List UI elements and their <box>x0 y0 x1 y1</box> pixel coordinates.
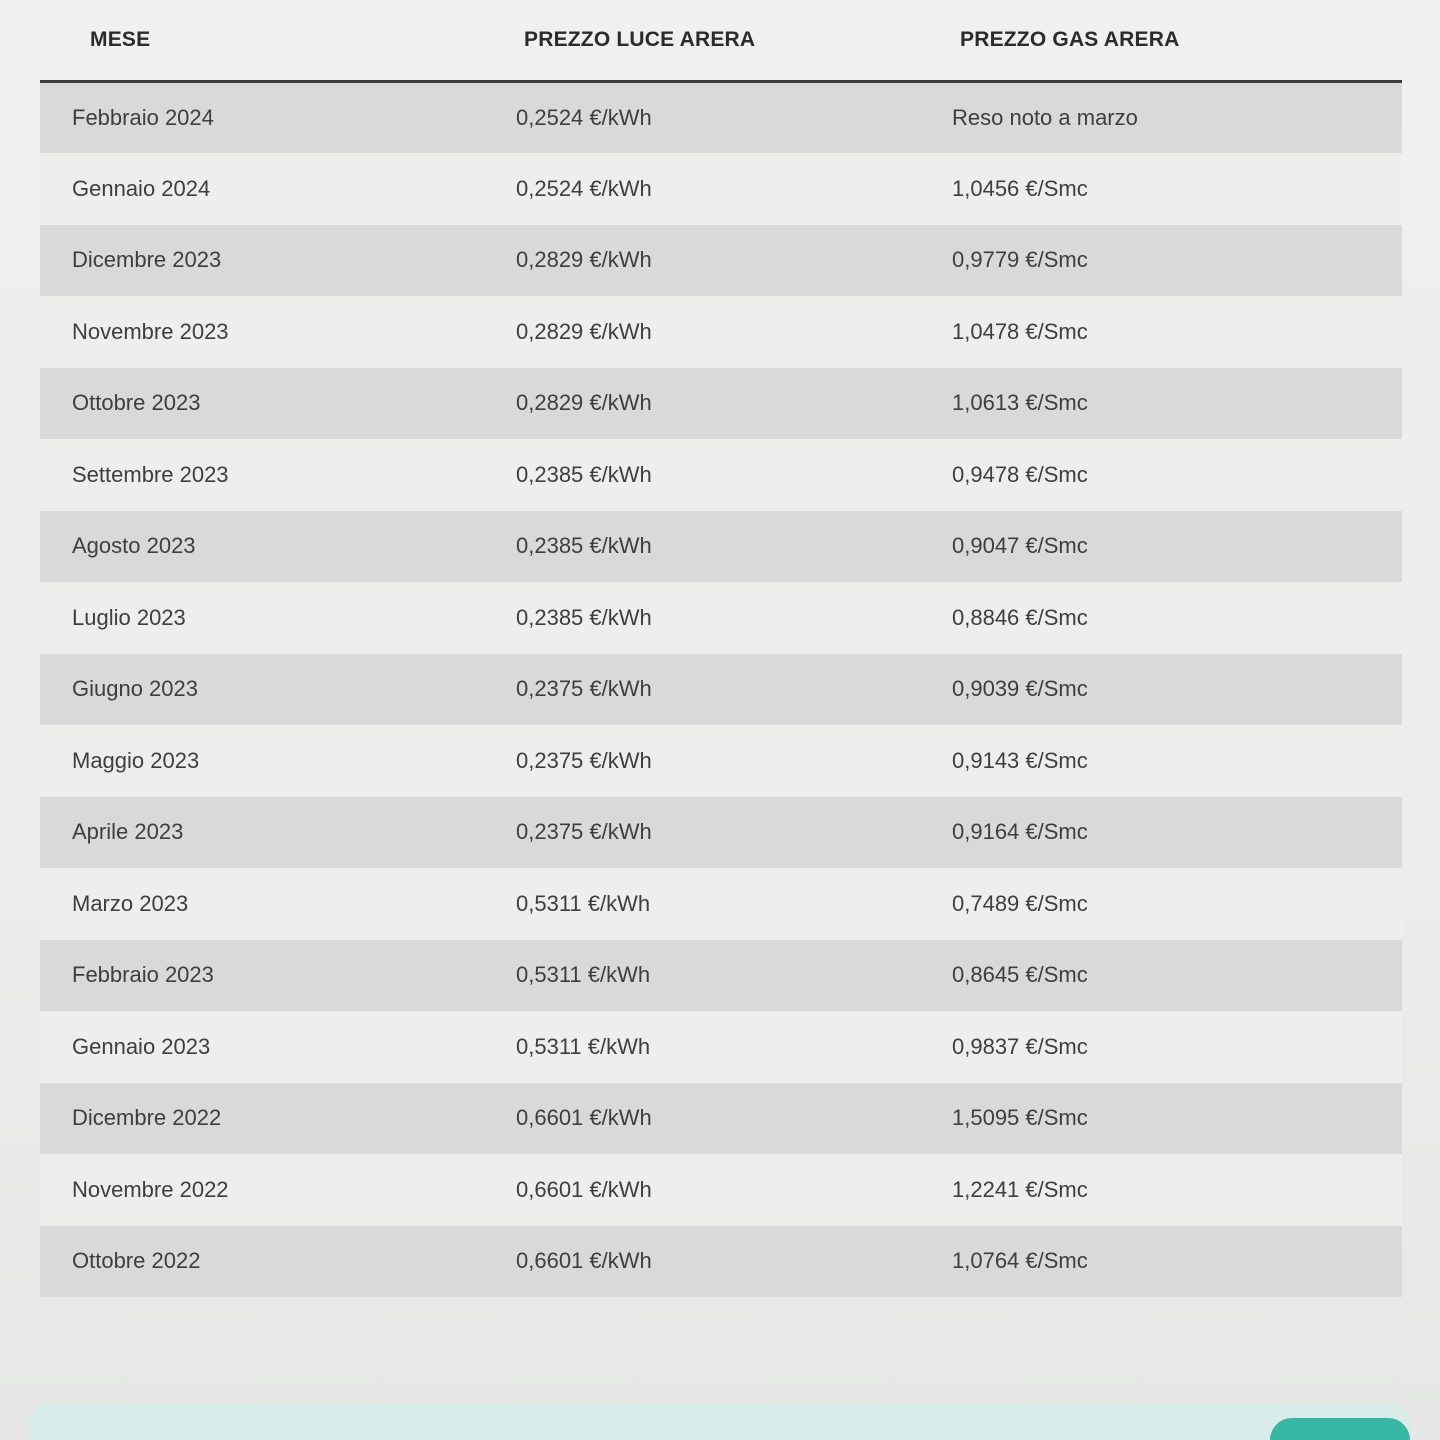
cell-electricity-price: 0,5311 €/kWh <box>512 1011 952 1083</box>
table-header <box>40 0 1402 82</box>
cell-month: Novembre 2022 <box>40 1154 512 1226</box>
cell-electricity-price: 0,2829 €/kWh <box>512 225 952 297</box>
table-body <box>40 82 1402 1298</box>
cell-electricity-price: 0,2385 €/kWh <box>512 439 952 511</box>
cell-gas-price: 0,9039 €/Smc <box>952 654 1402 726</box>
table-row <box>40 940 1402 1012</box>
price-table <box>40 0 1402 1297</box>
cell-gas-price: 0,8846 €/Smc <box>952 582 1402 654</box>
cell-gas-price: 0,7489 €/Smc <box>952 868 1402 940</box>
cell-gas-price: 1,0478 €/Smc <box>952 296 1402 368</box>
table-row <box>40 725 1402 797</box>
cell-electricity-price: 0,2375 €/kWh <box>512 797 952 869</box>
cell-electricity-price: 0,2829 €/kWh <box>512 368 952 440</box>
cell-gas-price: 0,9047 €/Smc <box>952 511 1402 583</box>
cell-electricity-price: 0,2829 €/kWh <box>512 296 952 368</box>
table-row <box>40 1011 1402 1083</box>
cell-month: Maggio 2023 <box>40 725 512 797</box>
cell-gas-price: 1,0456 €/Smc <box>952 153 1402 225</box>
cell-month: Novembre 2023 <box>40 296 512 368</box>
cell-gas-price: 1,2241 €/Smc <box>952 1154 1402 1226</box>
cell-month: Agosto 2023 <box>40 511 512 583</box>
cell-gas-price: 0,8645 €/Smc <box>952 940 1402 1012</box>
cell-month: Dicembre 2022 <box>40 1083 512 1155</box>
table-row <box>40 582 1402 654</box>
bottom-action-tab[interactable] <box>1270 1418 1410 1440</box>
cell-electricity-price: 0,2375 €/kWh <box>512 725 952 797</box>
cell-electricity-price: 0,2385 €/kWh <box>512 511 952 583</box>
cell-electricity-price: 0,2524 €/kWh <box>512 82 952 154</box>
cell-month: Aprile 2023 <box>40 797 512 869</box>
cell-month: Marzo 2023 <box>40 868 512 940</box>
price-table-container <box>40 0 1402 1297</box>
cell-gas-price: Reso noto a marzo <box>952 82 1402 154</box>
cell-gas-price: 0,9837 €/Smc <box>952 1011 1402 1083</box>
cell-month: Gennaio 2023 <box>40 1011 512 1083</box>
table-row <box>40 82 1402 154</box>
cell-month: Ottobre 2022 <box>40 1226 512 1298</box>
cell-month: Giugno 2023 <box>40 654 512 726</box>
cell-gas-price: 1,0764 €/Smc <box>952 1226 1402 1298</box>
table-row <box>40 511 1402 583</box>
table-row <box>40 225 1402 297</box>
header-row <box>40 0 1402 82</box>
cell-month: Gennaio 2024 <box>40 153 512 225</box>
cell-month: Ottobre 2023 <box>40 368 512 440</box>
header-month: MESE <box>40 0 512 82</box>
table-row <box>40 153 1402 225</box>
cell-month: Settembre 2023 <box>40 439 512 511</box>
table-row <box>40 654 1402 726</box>
table-row <box>40 797 1402 869</box>
cell-electricity-price: 0,6601 €/kWh <box>512 1226 952 1298</box>
table-row <box>40 296 1402 368</box>
cell-gas-price: 0,9478 €/Smc <box>952 439 1402 511</box>
cell-month: Febbraio 2023 <box>40 940 512 1012</box>
cell-month: Luglio 2023 <box>40 582 512 654</box>
table-row <box>40 439 1402 511</box>
cell-electricity-price: 0,2385 €/kWh <box>512 582 952 654</box>
cell-month: Febbraio 2024 <box>40 82 512 154</box>
table-row <box>40 1226 1402 1298</box>
table-row <box>40 1083 1402 1155</box>
cell-gas-price: 0,9143 €/Smc <box>952 725 1402 797</box>
cell-gas-price: 1,5095 €/Smc <box>952 1083 1402 1155</box>
header-electricity-price: PREZZO LUCE ARERA <box>512 0 952 82</box>
cell-electricity-price: 0,6601 €/kWh <box>512 1154 952 1226</box>
cell-gas-price: 0,9164 €/Smc <box>952 797 1402 869</box>
bottom-banner <box>30 1404 1410 1440</box>
cell-electricity-price: 0,2375 €/kWh <box>512 654 952 726</box>
cell-electricity-price: 0,2524 €/kWh <box>512 153 952 225</box>
cell-month: Dicembre 2023 <box>40 225 512 297</box>
table-row <box>40 1154 1402 1226</box>
cell-electricity-price: 0,5311 €/kWh <box>512 940 952 1012</box>
cell-electricity-price: 0,5311 €/kWh <box>512 868 952 940</box>
cell-electricity-price: 0,6601 €/kWh <box>512 1083 952 1155</box>
cell-gas-price: 1,0613 €/Smc <box>952 368 1402 440</box>
table-row <box>40 368 1402 440</box>
table-row <box>40 868 1402 940</box>
header-gas-price: PREZZO GAS ARERA <box>952 0 1402 82</box>
cell-gas-price: 0,9779 €/Smc <box>952 225 1402 297</box>
